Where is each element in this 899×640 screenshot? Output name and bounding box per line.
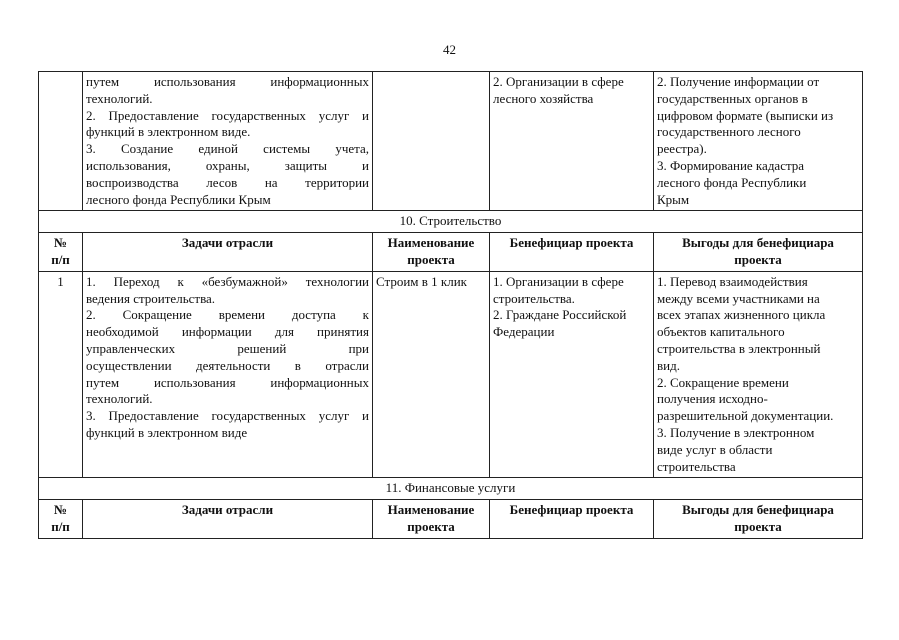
header-row xyxy=(39,500,863,539)
text-line: получения исходно- xyxy=(657,391,768,407)
header-tasks: Задачи отрасли xyxy=(83,500,373,539)
text-line: лесного фонда Республики Крым xyxy=(86,191,271,207)
header-project-line2: проекта xyxy=(407,518,455,534)
text-line: 2. Граждане Российской xyxy=(493,307,627,323)
text-line: между всеми участниками на xyxy=(657,290,820,306)
text-line: ведения строительства. xyxy=(86,290,216,306)
page-number: 42 xyxy=(443,42,456,57)
table-row-continuation xyxy=(39,72,863,211)
text-line: виде услуг в области xyxy=(657,441,773,457)
text-line: функций в электронном виде. xyxy=(86,124,251,140)
header-benefits-line1: Выгоды для бенефициара xyxy=(682,502,834,518)
header-num xyxy=(39,500,83,539)
text-line: государственного лесного xyxy=(657,124,801,140)
cell-num xyxy=(39,72,83,211)
text-line: 3. Создание единой системы учета, xyxy=(86,141,369,157)
cell-tasks xyxy=(83,271,373,478)
cell-benefits xyxy=(654,271,863,478)
section-title: 11. Финансовые услуги xyxy=(39,478,863,500)
text-line: разрешительной документации. xyxy=(657,408,834,424)
header-project xyxy=(373,233,490,272)
text-line: строительства. xyxy=(493,290,575,306)
text-line: 2. Предоставление государственных услуг и xyxy=(86,107,369,123)
header-benefits-line2: проекта xyxy=(734,518,782,534)
cell-benefits xyxy=(654,72,863,211)
text-line: 1. Перевод взаимодействия xyxy=(657,273,808,289)
cell-beneficiary xyxy=(490,271,654,478)
section-row-finance xyxy=(39,478,863,500)
text-line: всех этапах жизненного цикла xyxy=(657,307,826,323)
cell-project: Строим в 1 клик xyxy=(373,271,490,478)
cell-tasks xyxy=(83,72,373,211)
text-line: управленческих решений при xyxy=(86,340,369,356)
text-line: государственных органов в xyxy=(657,90,808,106)
text-line: путем использования информационных xyxy=(86,374,369,390)
header-num-line2: п/п xyxy=(51,518,70,534)
text-line: строительства xyxy=(657,458,736,474)
text-line: строительства в электронный xyxy=(657,340,821,356)
text-line: 2. Сокращение времени xyxy=(657,374,789,390)
header-benefits xyxy=(654,500,863,539)
text-line: функций в электронном виде xyxy=(86,424,248,440)
projects-table xyxy=(38,71,863,539)
text-line: цифровом формате (выписки из xyxy=(657,107,834,123)
cell-project xyxy=(373,72,490,211)
text-line: 2. Сокращение времени доступа к xyxy=(86,307,369,323)
table-row xyxy=(39,271,863,478)
text-line: 3. Формирование кадастра xyxy=(657,157,805,173)
header-row xyxy=(39,233,863,272)
text-line: технологий. xyxy=(86,90,153,106)
header-beneficiary: Бенефициар проекта xyxy=(490,233,654,272)
section-row-construction xyxy=(39,211,863,233)
header-num-line1: № xyxy=(53,235,68,251)
header-num-line2: п/п xyxy=(51,251,70,267)
text-line: 3. Получение в электронном xyxy=(657,424,815,440)
text-line: технологий. xyxy=(86,391,153,407)
section-title: 10. Строительство xyxy=(39,211,863,233)
header-project-line2: проекта xyxy=(407,251,455,267)
text-line: 1. Переход к «безбумажной» технологии xyxy=(86,273,369,289)
text-line: реестра). xyxy=(657,141,707,157)
header-benefits-line2: проекта xyxy=(734,251,782,267)
text-line: 2. Получение информации от xyxy=(657,74,820,89)
text-line: осуществлении деятельности в отрасли xyxy=(86,357,369,373)
header-project-line1: Наименование xyxy=(387,235,475,251)
text-line: 1. Организации в сфере xyxy=(493,273,624,289)
cell-num: 1 xyxy=(39,271,83,478)
text-line: 3. Предоставление государственных услуг и xyxy=(86,408,369,424)
text-line: использования, охраны, защиты и xyxy=(86,157,369,173)
header-num xyxy=(39,233,83,272)
header-beneficiary: Бенефициар проекта xyxy=(490,500,654,539)
header-num-line1: № xyxy=(53,502,68,518)
text-line: путем использования информационных xyxy=(86,74,369,89)
text-line: лесного фонда Республики xyxy=(657,174,807,190)
text-line: лесного хозяйства xyxy=(493,90,594,106)
text-line: Крым xyxy=(657,191,690,207)
header-benefits-line1: Выгоды для бенефициара xyxy=(682,235,834,251)
text-line: воспроизводства лесов на территории xyxy=(86,174,369,190)
text-line: 2. Организации в сфере xyxy=(493,74,624,89)
header-project-line1: Наименование xyxy=(387,502,475,518)
text-line: необходимой информации для принятия xyxy=(86,324,369,340)
header-project xyxy=(373,500,490,539)
text-line: Федерации xyxy=(493,324,555,340)
header-tasks: Задачи отрасли xyxy=(83,233,373,272)
text-line: вид. xyxy=(657,357,680,373)
cell-beneficiary xyxy=(490,72,654,211)
text-line: объектов капитального xyxy=(657,324,785,340)
header-benefits xyxy=(654,233,863,272)
